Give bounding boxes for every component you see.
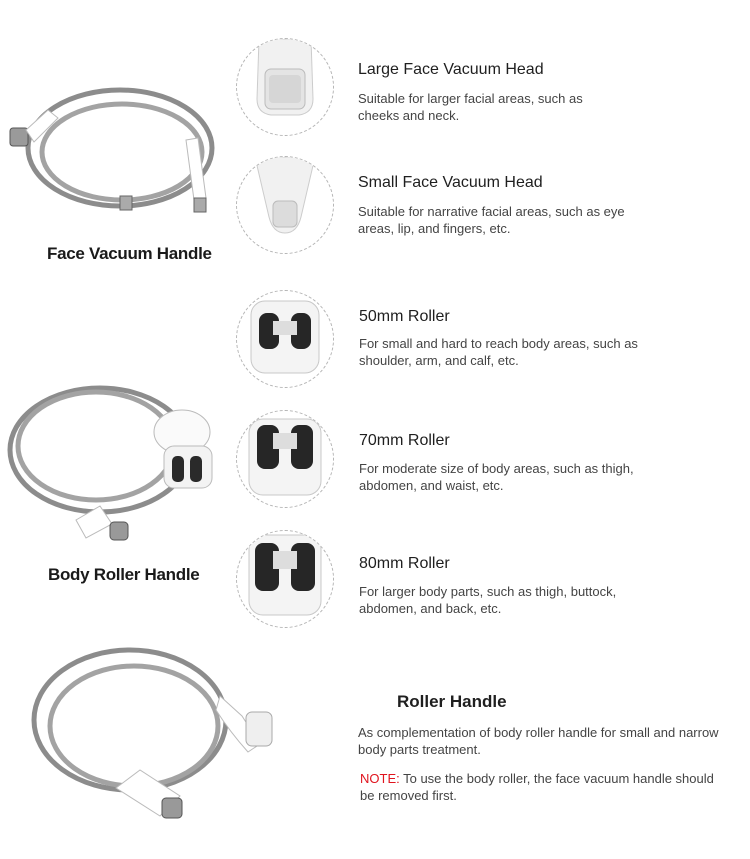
roller-50mm-image [236, 290, 334, 388]
roller-handle-description: As complementation of body roller handle for small and narrow body parts treatment. [358, 725, 719, 757]
vacuum-head-icon [237, 157, 333, 253]
large-face-vacuum-head-image [236, 38, 334, 136]
item-description: For larger body parts, such as thigh, buttock, abdomen, and back, etc. [359, 584, 617, 616]
roller-70mm-image [236, 410, 334, 508]
face-vacuum-handle-image [0, 80, 230, 240]
face-vacuum-handle-label: Face Vacuum Handle [47, 244, 212, 263]
item-title: 80mm Roller [359, 555, 450, 572]
item-title: 50mm Roller [359, 308, 450, 325]
body-roller-handle-image [0, 360, 230, 560]
item-title: 70mm Roller [359, 432, 450, 449]
item-title: Small Face Vacuum Head [358, 174, 543, 191]
vacuum-head-icon [237, 39, 333, 135]
item-description: For moderate size of body areas, such as thigh, abdomen, and waist, etc. [359, 461, 634, 493]
note-label: NOTE: [360, 771, 400, 786]
item-title: Large Face Vacuum Head [358, 61, 544, 78]
note-text: To use the body roller, the face vacuum handle should be removed first. [360, 771, 714, 803]
item-description: For small and hard to reach body areas, such as shoulder, arm, and calf, etc. [359, 336, 638, 368]
body-roller-handle-label: Body Roller Handle [48, 565, 200, 584]
note [360, 770, 720, 804]
roller-head-icon [237, 411, 333, 507]
roller-head-icon [237, 531, 333, 627]
roller-80mm-image [236, 530, 334, 628]
item-description: Suitable for larger facial areas, such as cheeks and neck. [358, 91, 583, 123]
roller-handle-image [20, 640, 290, 840]
roller-head-icon [237, 291, 333, 387]
roller-handle-title: Roller Handle [397, 692, 507, 711]
item-description: Suitable for narrative facial areas, such as eye areas, lip, and fingers, etc. [358, 204, 625, 236]
small-face-vacuum-head-image [236, 156, 334, 254]
